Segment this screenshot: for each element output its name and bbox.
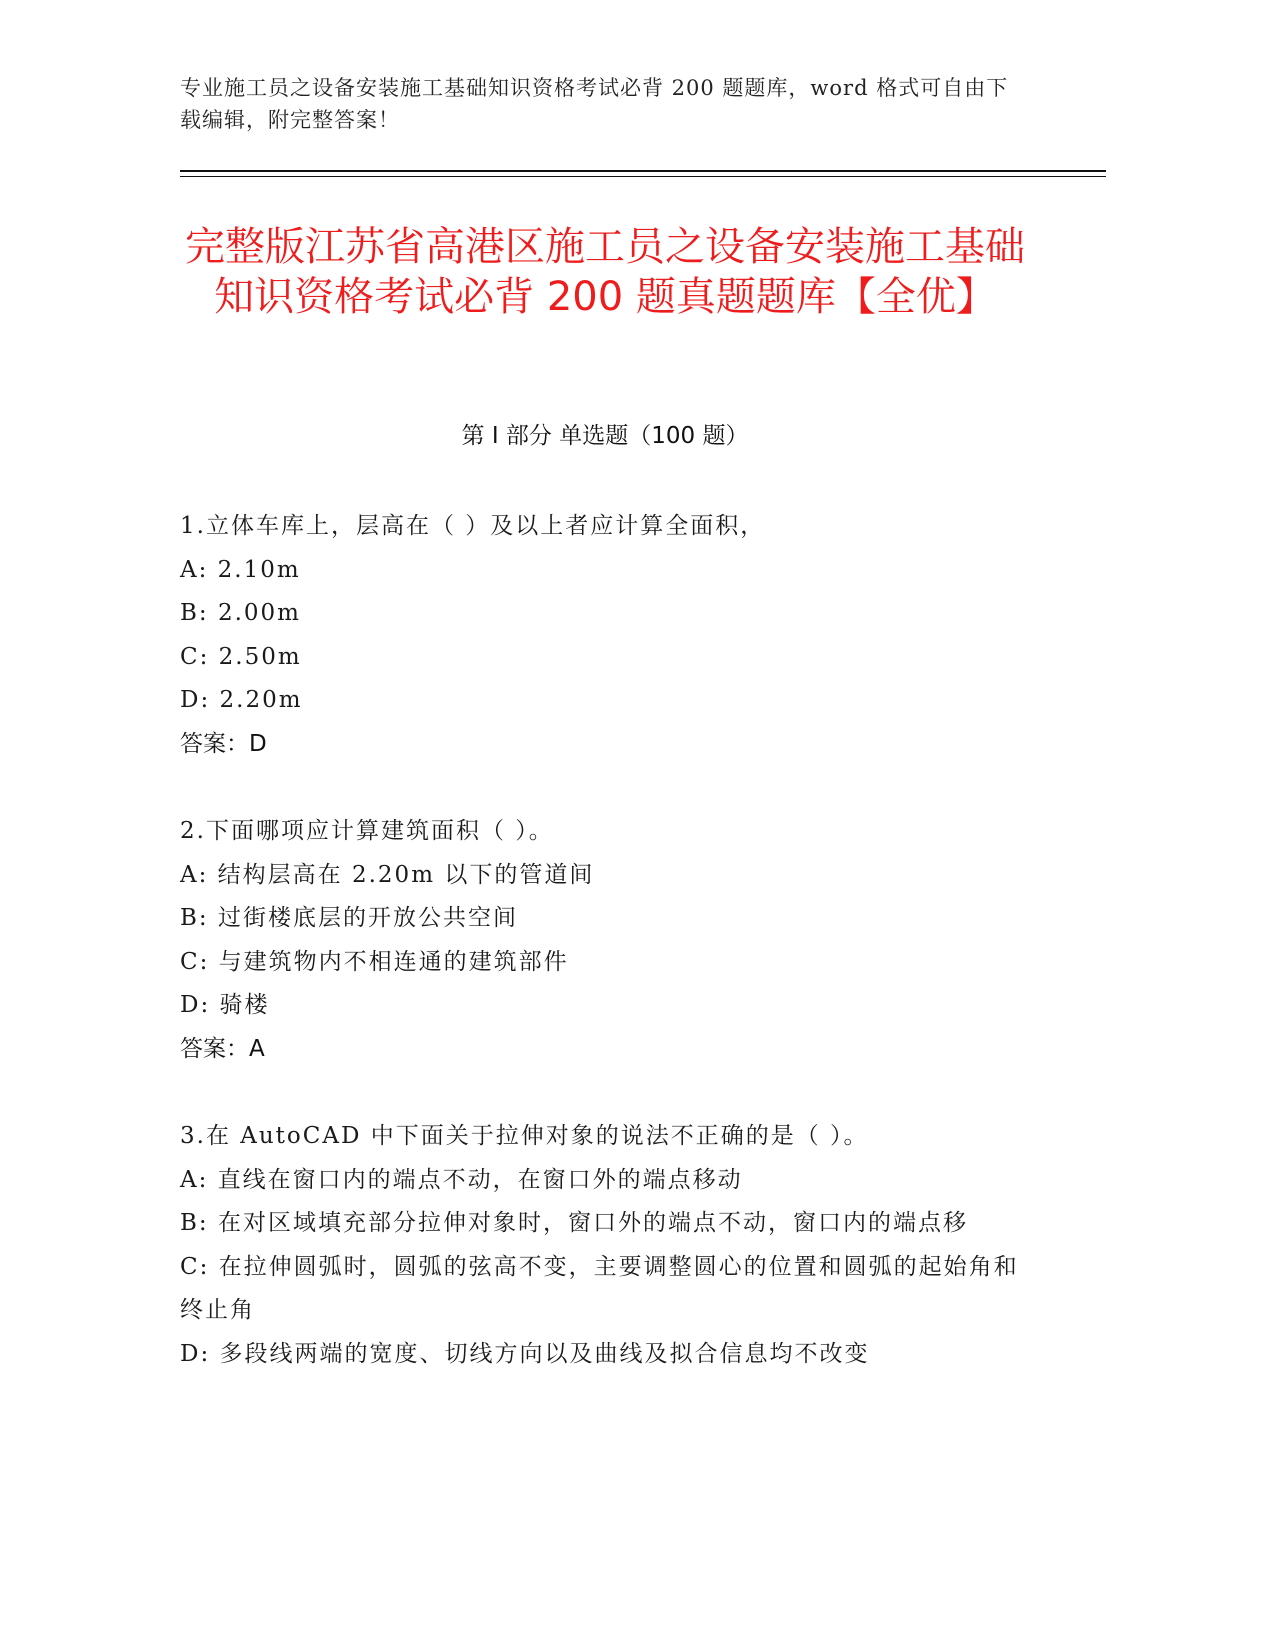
- question-stem: 2.下面哪项应计算建筑面积（ ）。: [180, 818, 554, 844]
- option-c: C: 2.50m: [180, 643, 302, 670]
- header-divider-thin: [180, 176, 1106, 177]
- option-b: B: 2.00m: [180, 600, 301, 626]
- document-title: 完整版江苏省高港区施工员之设备安装施工基础知识资格考试必背 200 题真题题库【全优】: [185, 224, 1025, 320]
- option-d: D: 2.20m: [180, 687, 303, 713]
- option-a: A: 2.10m: [180, 556, 301, 583]
- question-stem: 3.在 AutoCAD 中下面关于拉伸对象的说法不正确的是（ ）。: [180, 1123, 869, 1149]
- section-heading: 第 I 部分 单选题（100 题）: [461, 423, 749, 449]
- option-b: B: 在对区域填充部分拉伸对象时，窗口外的端点不动，窗口内的端点移: [180, 1210, 968, 1236]
- header-divider-thick: [180, 170, 1106, 172]
- answer-label: 答案：A: [180, 1035, 265, 1062]
- option-a: A: 直线在窗口内的端点不动，在窗口外的端点移动: [180, 1166, 743, 1193]
- option-a: A: 结构层高在 2.20m 以下的管道间: [180, 861, 595, 888]
- option-b: B: 过街楼底层的开放公共空间: [180, 905, 518, 931]
- question-1: [180, 505, 1030, 766]
- answer-label: 答案：D: [180, 730, 267, 757]
- option-c: C: 与建筑物内不相连通的建筑部件: [180, 948, 569, 975]
- page-header: 专业施工员之设备安装施工基础知识资格考试必背 200 题题库，word 格式可自由下载编辑，附完整答案！: [180, 76, 1009, 132]
- option-d: D: 骑楼: [180, 992, 270, 1018]
- option-c: C: 在拉伸圆弧时，圆弧的弦高不变，主要调整圆心的位置和圆弧的起始角和终止角: [180, 1253, 1019, 1323]
- question-2: [180, 810, 1030, 1071]
- question-stem: 1.立体车库上，层高在（ ）及以上者应计算全面积，: [180, 513, 766, 539]
- option-d: D: 多段线两端的宽度、切线方向以及曲线及拟合信息均不改变: [180, 1340, 870, 1367]
- question-3: [180, 1115, 1030, 1376]
